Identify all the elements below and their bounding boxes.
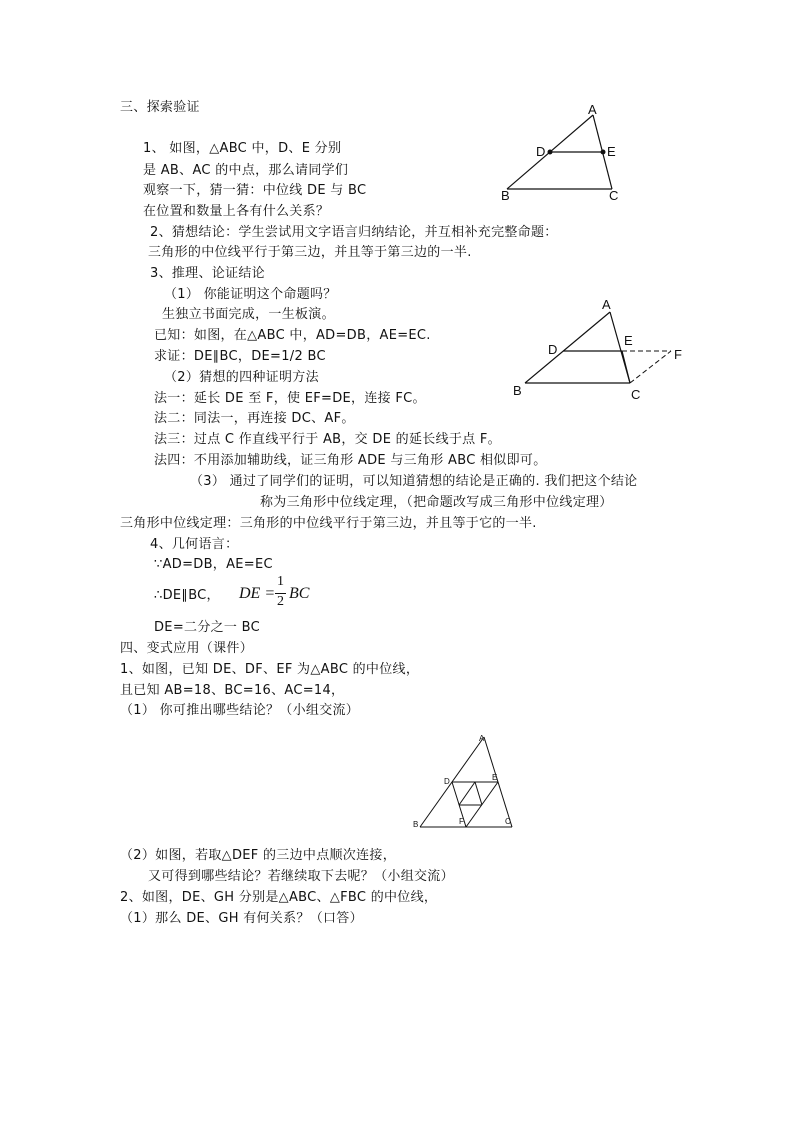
label-d: D	[536, 144, 546, 159]
ex1-line1: 1、如图，已知 DE、DF、EF 为△ABC 的中位线，	[120, 662, 420, 677]
item4-given: ∵AD=DB，AE=EC	[154, 557, 273, 572]
section-3-heading: 三、探索验证	[120, 100, 200, 115]
item3-q2: （2）猜想的四种证明方法	[164, 370, 319, 385]
formula-denominator: 2	[277, 594, 284, 609]
item2-line2: 三角形的中位线平行于第三边，并且等于第三边的一半.	[148, 245, 472, 260]
ex1-q2-line2: 又可得到哪些结论？若继续取下去呢？（小组交流）	[148, 869, 454, 884]
figure-triangle-extension	[505, 295, 690, 405]
side-ab	[525, 312, 610, 383]
method-2: 法二：同法一，再连接 DC、AF。	[154, 411, 355, 426]
item2-line1: 2、猜想结论：学生尝试用文字语言归纳结论，并互相补充完整命题：	[150, 225, 558, 240]
label-b: B	[513, 383, 522, 398]
item3-prove: 求证：DE∥BC，DE=1/2 BC	[154, 349, 326, 364]
figure-triangle-midline	[495, 100, 635, 205]
item3-q1: （1） 你能证明这个命题吗？	[164, 287, 337, 302]
label-f: F	[459, 817, 464, 826]
method-1: 法一：延长 DE 至 F，使 EF=DE，连接 FC。	[154, 391, 426, 406]
item4-title: 4、几何语言：	[150, 537, 239, 552]
label-c: C	[631, 387, 641, 402]
figure-triangle-midlines	[405, 730, 530, 835]
item3-q3-line2: 称为三角形中位线定理，（把命题改写成三角形中位线定理）	[260, 495, 613, 510]
inner-line-2	[459, 782, 475, 805]
point-e	[601, 150, 606, 155]
label-e: E	[607, 144, 616, 159]
label-b: B	[501, 188, 510, 203]
item1-line1: 1、 如图，△ABC 中，D、E 分别	[143, 141, 342, 156]
label-d: D	[444, 777, 450, 786]
item1-line4: 在位置和数量上各有什么关系？	[143, 204, 330, 219]
label-a: A	[602, 297, 611, 312]
label-c: C	[505, 817, 511, 826]
item3-title: 3、推理、论证结论	[150, 266, 265, 281]
label-a: A	[479, 734, 485, 743]
theorem-statement: 三角形中位线定理：三角形的中位线平行于第三边，并且等于它的一半.	[120, 516, 537, 531]
ex2-line1: 2、如图，DE、GH 分别是△ABC、△FBC 的中位线，	[120, 890, 438, 905]
ex2-q1: （1）那么 DE、GH 有何关系？（口答）	[120, 911, 363, 926]
method-4: 法四：不用添加辅助线，证三角形 ADE 与三角形 ABC 相似即可。	[154, 453, 547, 468]
label-a: A	[588, 102, 597, 117]
point-d	[548, 150, 553, 155]
segment-cf	[630, 351, 671, 383]
ex1-q1: （1） 你可推出哪些结论？（小组交流）	[120, 703, 360, 718]
formula-rhs: BC	[289, 585, 310, 602]
label-b: B	[413, 820, 419, 829]
inner-line-3	[475, 782, 482, 805]
item3-known: 已知：如图，在△ABC 中，AD=DB，AE=EC.	[154, 328, 431, 343]
formula-lhs: DE =	[239, 585, 276, 602]
label-f: F	[674, 347, 682, 362]
item4-words: DE=二分之一 BC	[154, 620, 261, 635]
label-e: E	[492, 773, 498, 782]
item4-conclusion: ∴DE∥BC，	[154, 588, 220, 603]
label-e: E	[624, 333, 633, 348]
segment-ec	[622, 351, 630, 383]
item3-q3-line1: （3） 通过了同学们的证明，可以知道猜想的结论是正确的. 我们把这个结论	[190, 474, 638, 489]
item3-q1-note: 生独立书面完成，一生板演。	[162, 307, 335, 322]
item1-line3: 观察一下，猜一猜：中位线 DE 与 BC	[143, 183, 367, 198]
ex1-q2-line1: （2）如图，若取△DEF 的三边中点顺次连接，	[120, 848, 397, 863]
label-d: D	[548, 342, 558, 357]
label-c: C	[609, 188, 619, 203]
ex1-line2: 且已知 AB=18、BC=16、AC=14，	[120, 683, 345, 698]
formula-numerator: 1	[277, 574, 284, 589]
section-4-heading: 四、变式应用（课件）	[120, 641, 254, 656]
method-3: 法三：过点 C 作直线平行于 AB，交 DE 的延长线于点 F。	[154, 432, 501, 447]
item1-line2: 是 AB、AC 的中点，那么请同学们	[143, 163, 349, 178]
